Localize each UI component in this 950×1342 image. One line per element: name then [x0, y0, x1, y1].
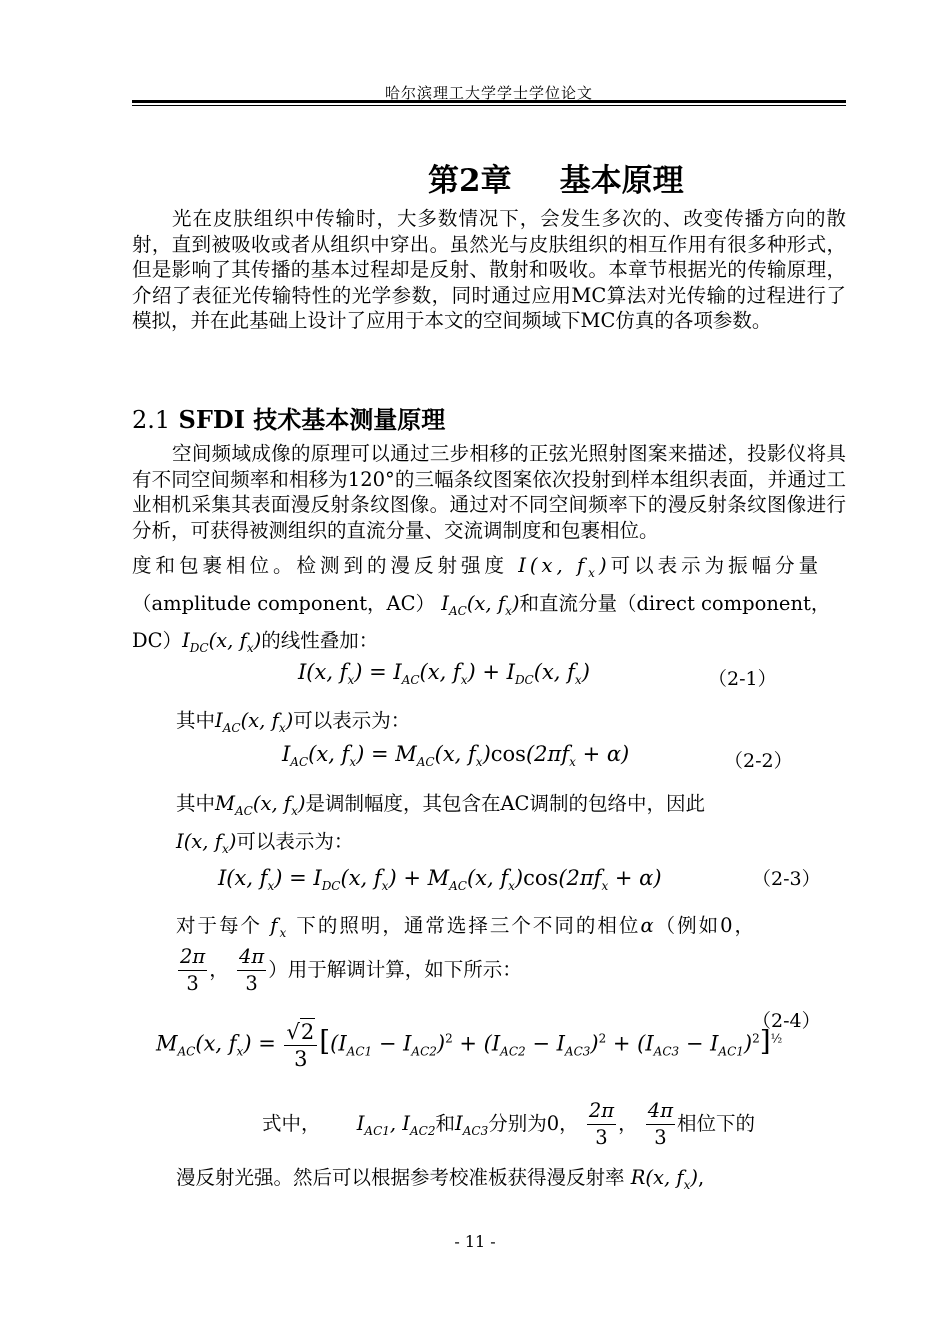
fraction: $\frac{2\pi}{3}$ — [588, 1099, 615, 1149]
text-line: 漫反射光强。然后可以根据参考校准板获得漫反射率 R(x, $f_x$), — [176, 1166, 705, 1192]
text-line: 式中， $I_{AC1}$, $I_{AC2}$和$I_{AC3}$分别为0， $\frac{2\pi}{3}$ ， $\frac{4\pi}{3}$ 相位下的 — [262, 1099, 756, 1149]
chapter-title — [428, 155, 684, 200]
text-line: 其中$I_{AC}(x$, $f_x$)可以表示为： — [176, 709, 411, 735]
section-heading — [132, 400, 445, 435]
section-number: 2.1 — [132, 406, 171, 434]
intro-paragraph: 光在皮肤组织中传输时，大多数情况下，会发生多次的、改变传播方向的散射，直到被吸收或者从组织中穿出。虽然光与皮肤组织的相互作用有很多种形式，但是影响了其传播的基本过程却是反射、散射和吸收。本章节根据光的传输原理，介绍了表征光传输特性的光学参数，同时通过应用MC算法对光传输的过程进行了模拟，并在此基础上设计了应用于本文的空间频域下MC仿真的各项参数。 — [132, 207, 846, 332]
header-rule-thin — [132, 105, 846, 106]
text-line: I(x, $f_x$)可以表示为： — [176, 830, 354, 856]
fraction: $\frac{4\pi}{3}$ — [238, 945, 265, 995]
equation-2-2: $I_{AC}(x$, $f_x) = M_{AC}(x$, $f_x)\cos(2\pi f_x + \alpha)$ — [282, 742, 630, 770]
equation-number: （2-2） — [724, 750, 793, 772]
page-number: - 11 - — [454, 1232, 496, 1251]
equation-2-4: $M_{AC}(x$, $f_x$) = $\frac{√2}{3}$ $[(I_{AC1} - I_{AC2})^2 + (I_{AC2} - I_{AC3})^2 + (I_{AC3} - I_{AC1})^2]^{\frac{1}{2}}$ — [156, 1020, 783, 1071]
equation-number: （2-3） — [752, 868, 821, 890]
section-paragraph: 空间频域成像的原理可以通过三步相移的正弦光照射图案来描述，投影仪将具有不同空间频率和相移为120°的三幅条纹图案依次投射到样本组织表面，并通过工业相机采集其表面漫反射条纹图像。通过对不同空间频率下的漫反射条纹图像进行分析，可获得被测组织的直流分量、交流调制度和包裹相位。 — [132, 442, 846, 542]
text-line: 对于每个 $f_x$ 下的照明，通常选择三个不同的相位α（例如0， — [176, 914, 757, 940]
text-line: $DC)I_{DC}(x$, $f_x$)的线性叠加： — [132, 629, 379, 655]
text-line: 度和包裹相位。检测到的漫反射强度 I(x, $f_x$)可以表示为振幅分量 — [132, 554, 823, 580]
math-I: I(x, $f_x$) — [518, 554, 611, 580]
equation-2-1: I(x, $f_x) = I_{AC}(x$, $f_x) + I_{DC}(x$, $f_x$) — [298, 660, 590, 688]
equation-number: （2-4） — [752, 1010, 821, 1032]
running-header: 哈尔滨理工大学学士学位论文 — [384, 84, 593, 102]
equation-2-3: I(x, $f_x) = I_{DC}(x$, $f_x) + M_{AC}(x$, $f_x)\cos(2\pi f_x + \alpha)$ — [218, 866, 662, 894]
section-title: SFDI 技术基本测量原理 — [178, 405, 446, 434]
equation-number: （2-1） — [708, 668, 777, 690]
fraction: $\frac{2\pi}{3}$ — [180, 945, 206, 995]
text-line: $\frac{2\pi}{3}$ ， $\frac{4\pi}{3}$ ）用于解调计算，如下所示： — [180, 945, 522, 995]
text-line: （amplitude component，AC） $I_{AC}(x$, $f_x$)和直流分量（direct component， — [132, 592, 831, 618]
header-rule-thick — [132, 100, 846, 103]
fraction: $\frac{4\pi}{3}$ — [647, 1099, 674, 1149]
chapter-name: 基本原理 — [559, 163, 684, 199]
text-line: 其中$M_{AC}(x$, $f_x$)是调制幅度，其包含在AC调制的包络中，因此 — [176, 792, 705, 818]
chapter-number: 第2章 — [428, 163, 512, 199]
